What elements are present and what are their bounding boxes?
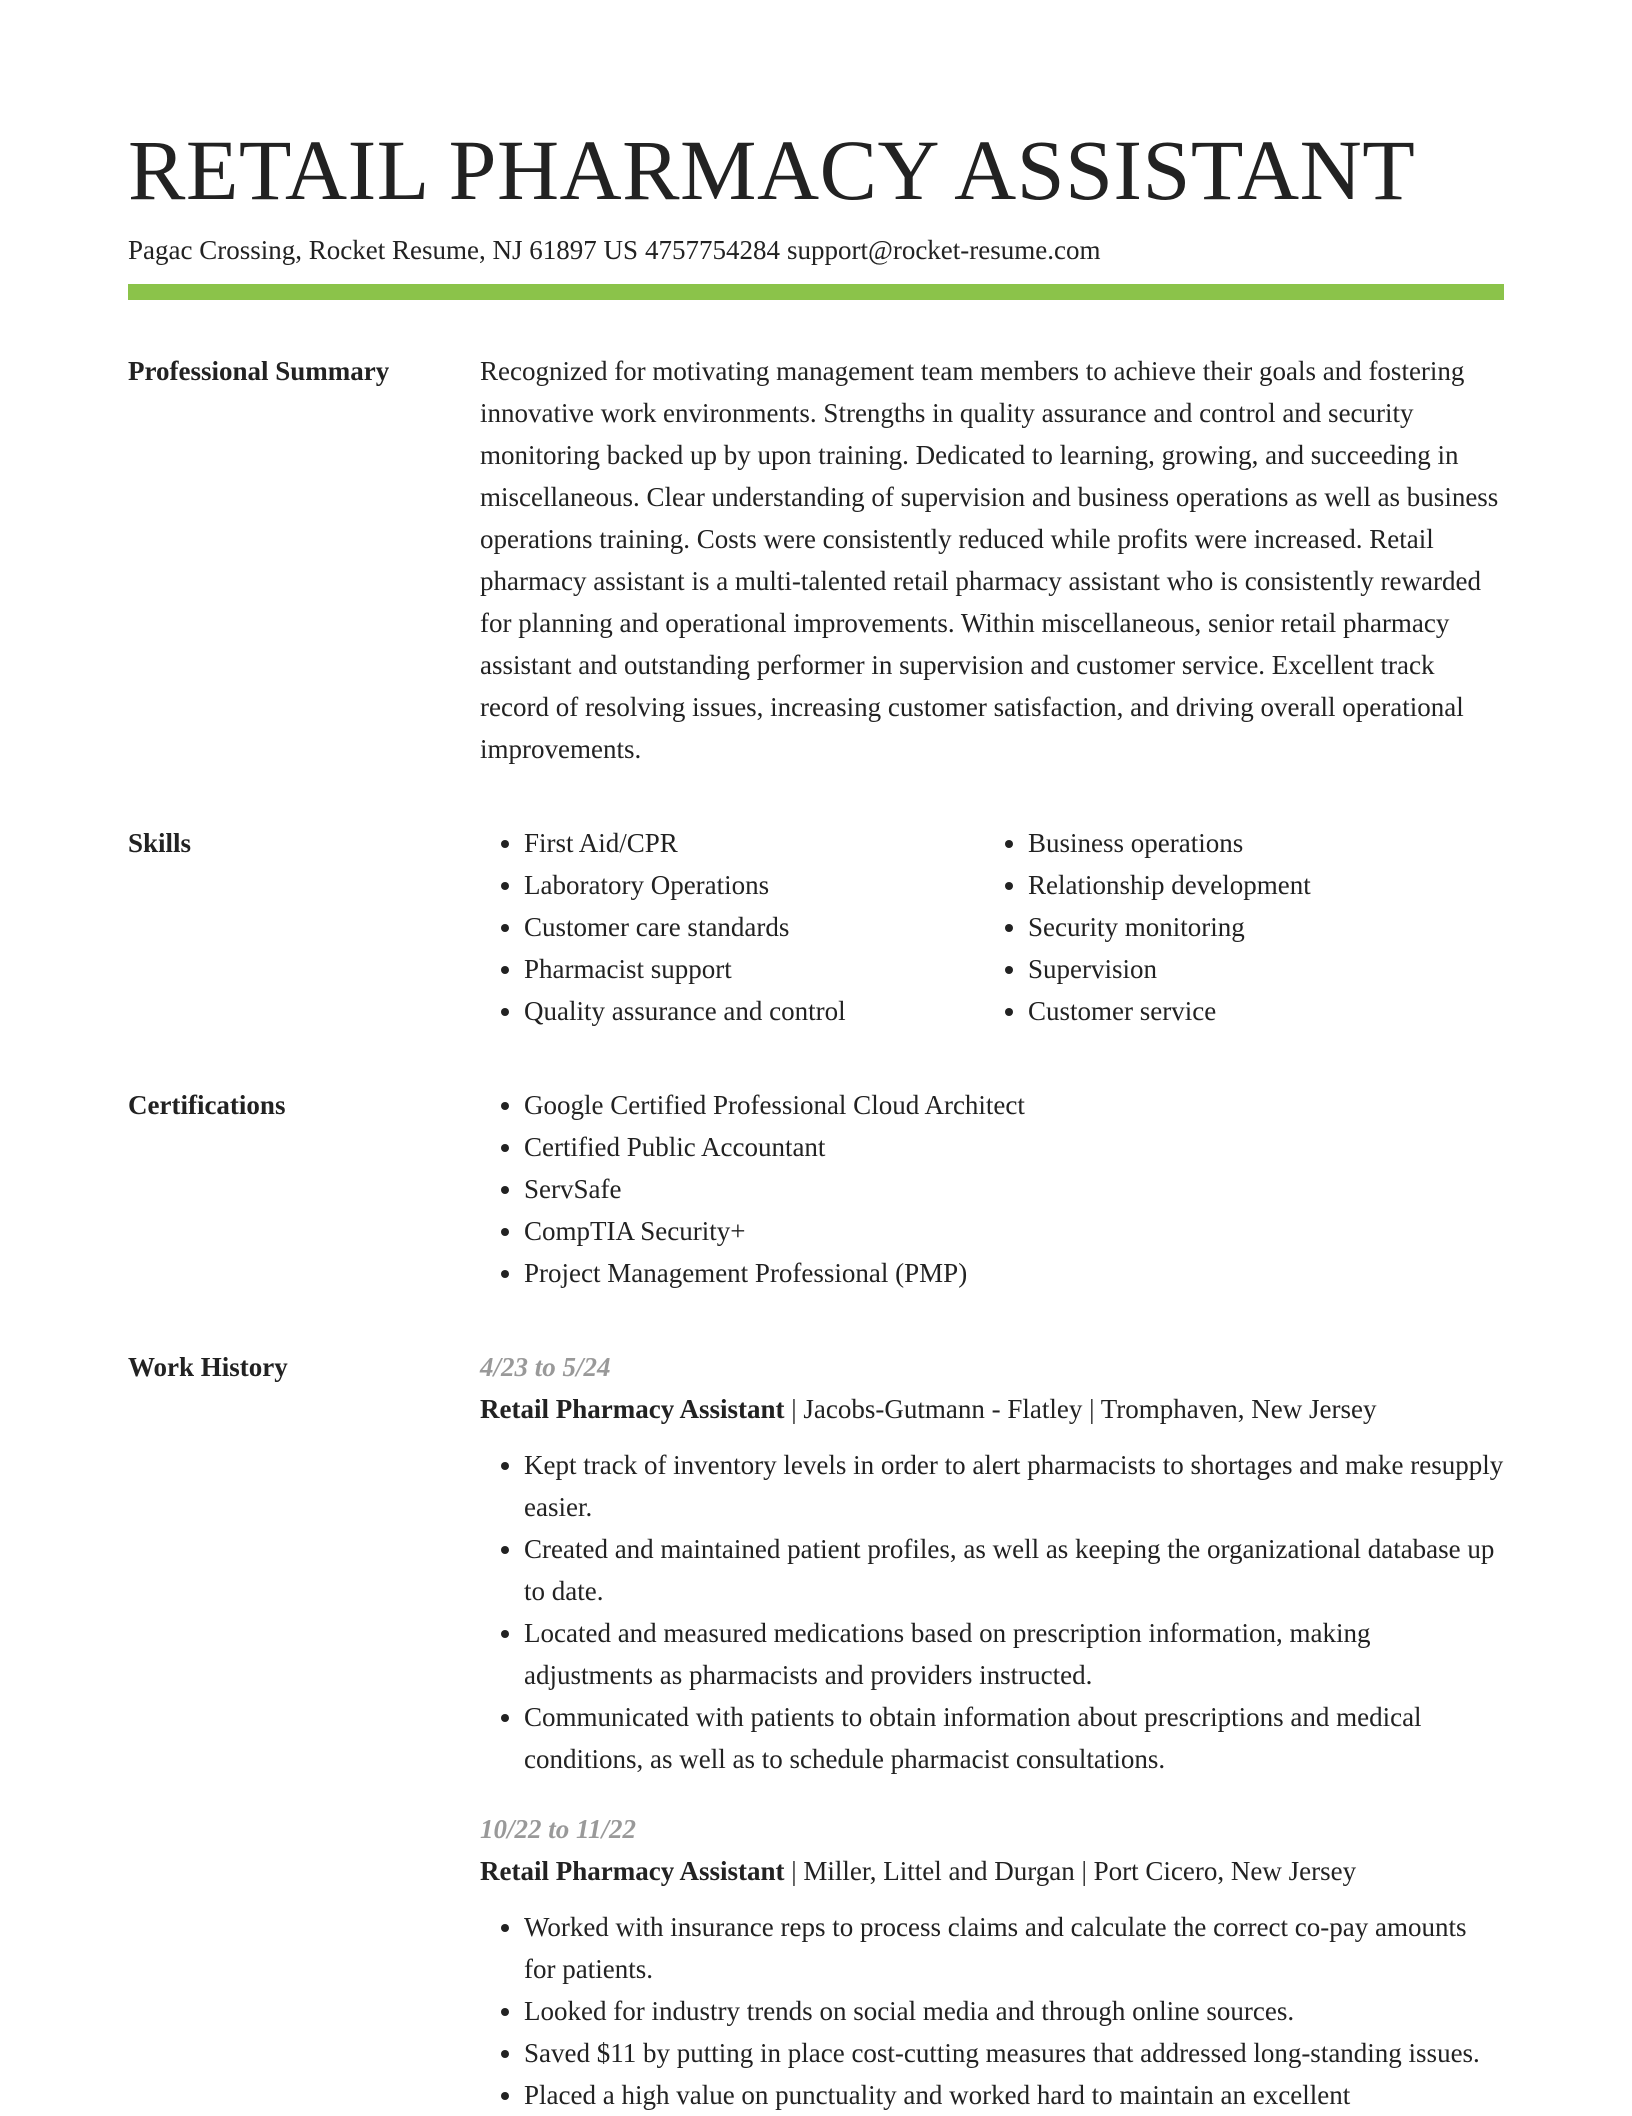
job-bullet: • Created and maintained patient profiles, as well as keeping the organizational database up to date. xyxy=(524,1528,1504,1612)
skill-item: • Supervision xyxy=(1028,948,1488,990)
resume-page xyxy=(128,120,1504,2116)
skills-list-left xyxy=(480,822,984,1032)
skill-item: • Customer service xyxy=(1028,990,1488,1032)
header-divider xyxy=(128,284,1504,300)
job-entry xyxy=(480,1346,1504,1780)
job-title-line xyxy=(480,1850,1504,1892)
section-label-certifications: Certifications xyxy=(128,1090,286,1120)
certification-item: • ServSafe xyxy=(524,1168,1504,1210)
certification-item: • Certified Public Accountant xyxy=(524,1126,1504,1168)
skills-section xyxy=(128,822,1504,1032)
skill-item: • Pharmacist support xyxy=(524,948,984,990)
skill-item: • Business operations xyxy=(1028,822,1488,864)
job-bullet: • Worked with insurance reps to process claims and calculate the correct co-pay amounts for patients. xyxy=(524,1906,1504,1990)
certification-item: • Google Certified Professional Cloud Architect xyxy=(524,1084,1504,1126)
job-bullet: • Located and measured medications based on prescription information, making adjustments as pharmacists and providers instructed. xyxy=(524,1612,1504,1696)
certification-item: • Project Management Professional (PMP) xyxy=(524,1252,1504,1294)
job-title: Retail Pharmacy Assistant xyxy=(480,1856,785,1886)
contact-email: support@rocket-resume.com xyxy=(786,235,1101,265)
contact-line xyxy=(128,232,1504,268)
skill-item: • Security monitoring xyxy=(1028,906,1488,948)
section-label-summary: Professional Summary xyxy=(128,356,390,386)
job-dates: 4/23 to 5/24 xyxy=(480,1352,611,1382)
certifications-list xyxy=(480,1084,1504,1294)
job-title-line xyxy=(480,1388,1504,1430)
job-bullet: • Kept track of inventory levels in order to alert pharmacists to shortages and make resupply easier. xyxy=(524,1444,1504,1528)
summary-text: Recognized for motivating management team members to achieve their goals and fostering innovative work environments. Strengths in quality assurance and control and security monitoring backed up by upon training. Dedicated to learning, growing, and succeeding in miscellaneous. Clear understanding of supervision and business operations as well as business operations training. Costs were consistently reduced while profits were increased. Retail pharmacy assistant is a multi-talented retail pharmacy assistant who is consistently rewarded for planning and operational improvements. Within miscellaneous, senior retail pharmacy assistant and outstanding performer in supervision and customer service. Excellent track record of resolving issues, increasing customer satisfaction, and driving overall operational improvements. xyxy=(480,356,1499,764)
section-label-skills: Skills xyxy=(128,828,192,858)
job-bullet: • Looked for industry trends on social media and through online sources. xyxy=(524,1990,1504,2032)
certifications-section xyxy=(128,1084,1504,1294)
section-label-work-history: Work History xyxy=(128,1352,288,1382)
job-company-location: | Jacobs-Gutmann - Flatley | Tromphaven, New Jersey xyxy=(784,1394,1377,1424)
skill-item: • Quality assurance and control xyxy=(524,990,984,1032)
job-entry xyxy=(480,1808,1504,2116)
job-bullet: • Communicated with patients to obtain information about prescriptions and medical conditions, as well as to schedule pharmacist consultations. xyxy=(524,1696,1504,1780)
job-title: Retail Pharmacy Assistant xyxy=(480,1394,785,1424)
skill-item: • First Aid/CPR xyxy=(524,822,984,864)
contact-address: Pagac Crossing, Rocket Resume, NJ 61897 US xyxy=(128,235,638,265)
work-history-section xyxy=(128,1346,1504,2116)
job-bullets xyxy=(480,1444,1504,1780)
resume-title: RETAIL PHARMACY ASSISTANT xyxy=(128,122,1416,218)
certification-item: • CompTIA Security+ xyxy=(524,1210,1504,1252)
contact-phone: 4757754284 xyxy=(644,235,780,265)
skill-item: • Relationship development xyxy=(1028,864,1488,906)
job-bullet: • Saved $11 by putting in place cost-cutting measures that addressed long-standing issues. xyxy=(524,2032,1504,2074)
skill-item: • Laboratory Operations xyxy=(524,864,984,906)
skill-item: • Customer care standards xyxy=(524,906,984,948)
job-dates: 10/22 to 11/22 xyxy=(480,1814,637,1844)
summary-section xyxy=(128,350,1504,770)
skills-list-right xyxy=(984,822,1488,1032)
job-bullet: • Placed a high value on punctuality and worked hard to maintain an excellent xyxy=(524,2074,1504,2116)
job-company-location: | Miller, Littel and Durgan | Port Cicero, New Jersey xyxy=(784,1856,1357,1886)
job-bullets xyxy=(480,1906,1504,2116)
